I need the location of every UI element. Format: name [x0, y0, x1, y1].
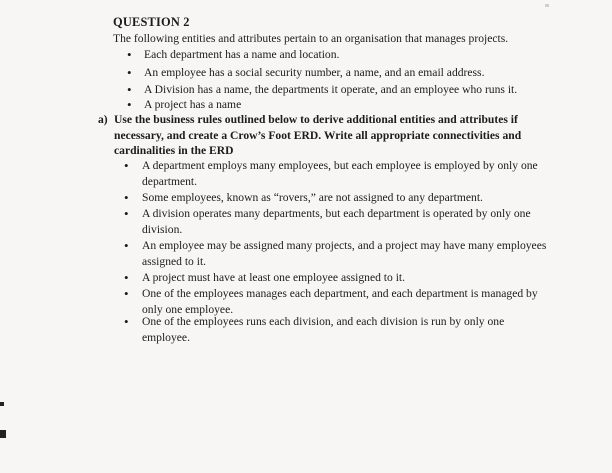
part-a-marker: a)	[98, 113, 108, 126]
rule-text: A project must have at least one employee assigned to it.	[142, 271, 406, 284]
bullet-icon: •	[127, 47, 132, 62]
part-a-instruction: Use the business rules outlined below to derive additional entities and attributes if necessary, and create a Crow’s Foot ERD. Write all appropriate connectivities and cardinalities in the ERD	[114, 113, 522, 157]
bullet-icon: •	[127, 82, 132, 97]
bullet-icon: •	[127, 65, 132, 80]
entity-text: A project has a name	[144, 98, 242, 111]
entity-text: An employee has a social security number, a name, and an email address.	[144, 66, 485, 79]
scan-edge-mark	[0, 430, 6, 438]
scan-mark	[545, 4, 549, 7]
bullet-icon: •	[124, 158, 129, 173]
rule-text: One of the employees manages each department, and each department is managed by only one employee.	[142, 287, 538, 316]
bullet-icon: •	[124, 190, 129, 205]
bullet-icon: •	[124, 286, 129, 301]
bullet-icon: •	[124, 238, 129, 253]
rule-text: A department employs many employees, but each employee is employed by only one department.	[142, 159, 538, 188]
bullet-icon: •	[127, 97, 132, 112]
entity-text: A Division has a name, the departments it operate, and an employee who runs it.	[144, 83, 518, 96]
rule-text: An employee may be assigned many projects, and a project may have many employees assigned to it.	[142, 239, 547, 268]
rule-text: Some employees, known as “rovers,” are not assigned to any department.	[142, 191, 483, 204]
bullet-icon: •	[124, 206, 129, 221]
rule-text: One of the employees runs each division, and each division is run by only one employee.	[142, 315, 505, 344]
entity-text: Each department has a name and location.	[144, 48, 340, 61]
intro-text: The following entities and attributes pertain to an organisation that manages projects.	[113, 32, 509, 45]
rule-text: A division operates many departments, but each department is operated by only one division.	[142, 207, 531, 236]
question-title: QUESTION 2	[113, 15, 190, 29]
bullet-icon: •	[124, 270, 129, 285]
bullet-icon: •	[124, 314, 129, 329]
scan-edge-mark	[0, 402, 4, 406]
